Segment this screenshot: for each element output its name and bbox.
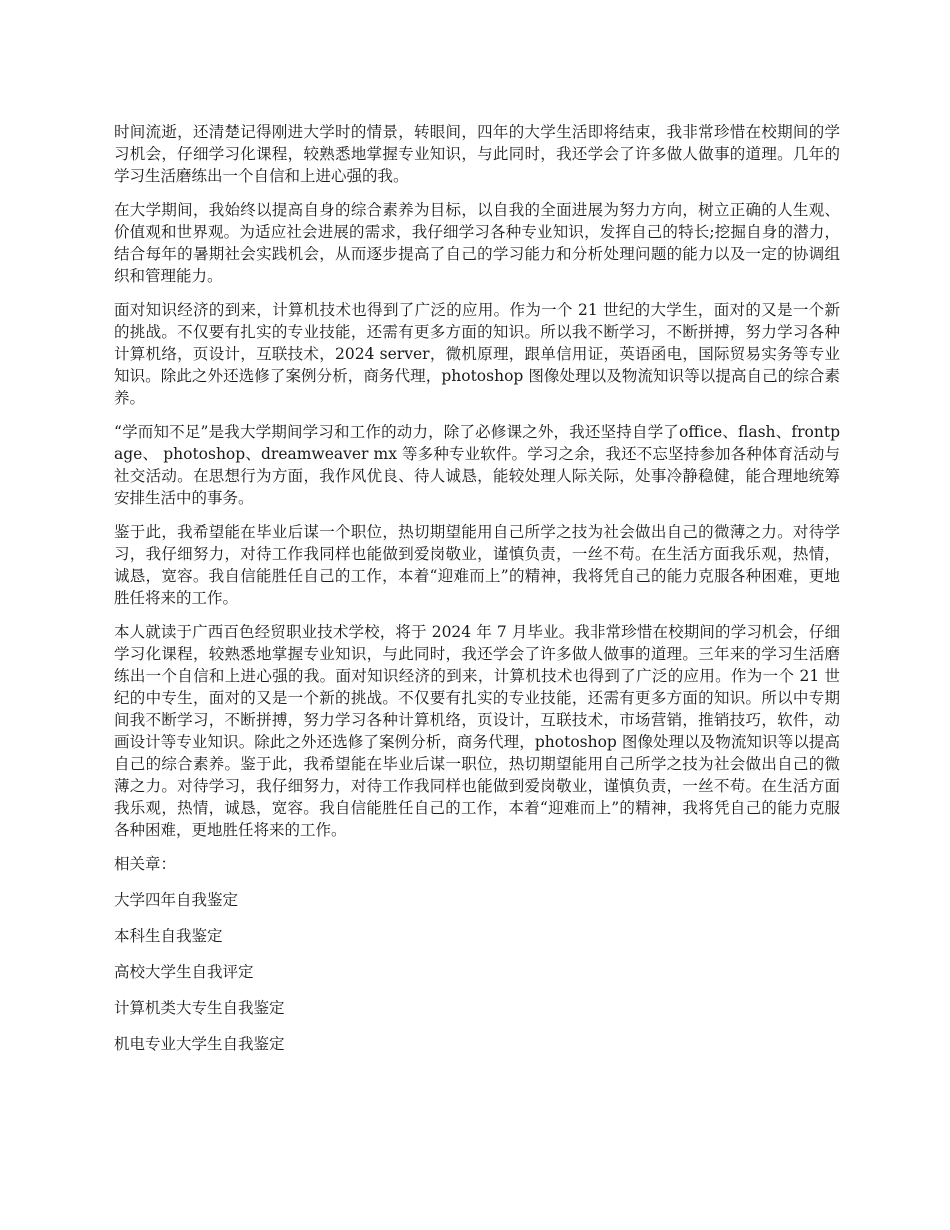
related-link[interactable]: 计算机类大专生自我鉴定 bbox=[114, 999, 285, 1017]
paragraph-knowledge-economy: 面对知识经济的到来，计算机技术也得到了广泛的应用。作为一个 21 世纪的大学生，面对的又是一个新的挑战。不仅要有扎实的专业技能，还需有更多方面的知识。所以我不断学习，不断拼搏，努力学习各种计算机络，页设计，互联技术，2024 server，微机原理，跟单信用证，英语函电，国际贸易实务等专业知识。除此之外还选修了案例分析，商务代理，photoshop 图像处理以及物流知识等以提高自己的综合素养。 bbox=[114, 301, 840, 407]
related-link[interactable]: 大学四年自我鉴定 bbox=[114, 891, 239, 909]
related-section bbox=[114, 853, 840, 1055]
related-list bbox=[114, 889, 840, 1055]
paragraph-school-background: 本人就读于广西百色经贸职业技术学校，将于 2024 年 7 月毕业。我非常珍惜在校期间的学习机会，仔细学习化课程，较熟悉地掌握专业知识，与此同时，我还学会了许多做人做事的道理。三年来的学习生活磨练出一个自信和上进心强的我。面对知识经济的到来，计算机技术也得到了广泛的应用。作为一个 21 世纪的中专生，面对的又是一个新的挑战。不仅要有扎实的专业技能，还需有更多方面的知识。所以中专期间我不断学习，不断拼搏，努力学习各种计算机络，页设计，互联技术，市场营销，推销技巧，软件，动画设计等专业知识。除此之外还选修了案例分析，商务代理，photoshop 图像处理以及物流知识等以提高自己的综合素养。鉴于此，我希望能在毕业后谋一职位，热切期望能用自己所学之技为社会做出自己的微薄之力。对待学习，我仔细努力，对待工作我同样也能做到爱岗敬业，谨慎负责，一丝不苟。在生活方面我乐观，热情，诚恳，宽容。我自信能胜任自己的工作，本着“迎难而上”的精神，我将凭自己的能力克服各种困难，更地胜任将来的工作。 bbox=[114, 623, 840, 839]
paragraph-university-period: 在大学期间，我始终以提高自身的综合素养为目标，以自我的全面进展为努力方向，树立正确的人生观、价值观和世界观。为适应社会进展的需求，我仔细学习各种专业知识，发挥自己的特长;挖掘自身的潜力，结合每年的暑期社会实践机会，从而逐步提高了自己的学习能力和分析处理问题的能力以及一定的协调组织和管理能力。 bbox=[114, 201, 840, 285]
related-link[interactable]: 本科生自我鉴定 bbox=[114, 927, 223, 945]
paragraph-intro: 时间流逝，还清楚记得刚进大学时的情景，转眼间，四年的大学生活即将结束，我非常珍惜在校期间的学习机会，仔细学习化课程，较熟悉地掌握专业知识，与此同时，我还学会了许多做人做事的道理。几年的学习生活磨练出一个自信和上进心强的我。 bbox=[114, 123, 840, 185]
document-body bbox=[114, 121, 840, 1069]
related-title: 相关章： bbox=[114, 855, 177, 873]
related-link[interactable]: 机电专业大学生自我鉴定 bbox=[114, 1035, 285, 1053]
paragraph-career-hope: 鉴于此，我希望能在毕业后谋一个职位，热切期望能用自己所学之技为社会做出自己的微薄之力。对待学习，我仔细努力，对待工作我同样也能做到爱岗敬业，谨慎负责，一丝不苟。在生活方面我乐观，热情，诚恳，宽容。我自信能胜任自己的工作，本着“迎难而上”的精神，我将凭自己的能力克服各种困难，更地胜任将来的工作。 bbox=[114, 523, 840, 607]
paragraph-self-study: “学而知不足”是我大学期间学习和工作的动力，除了必修课之外，我还坚持自学了office、flash、frontpage、 photoshop、dreamweaver mx 等多种专业软件。学习之余，我还不忘坚持参加各种体育活动与社交活动。在思想行为方面，我作风优良、待人诚恳，能较处理人际关际，处事冷静稳健，能合理地统筹安排生活中的事务。 bbox=[114, 423, 840, 507]
related-link[interactable]: 高校大学生自我评定 bbox=[114, 963, 254, 981]
